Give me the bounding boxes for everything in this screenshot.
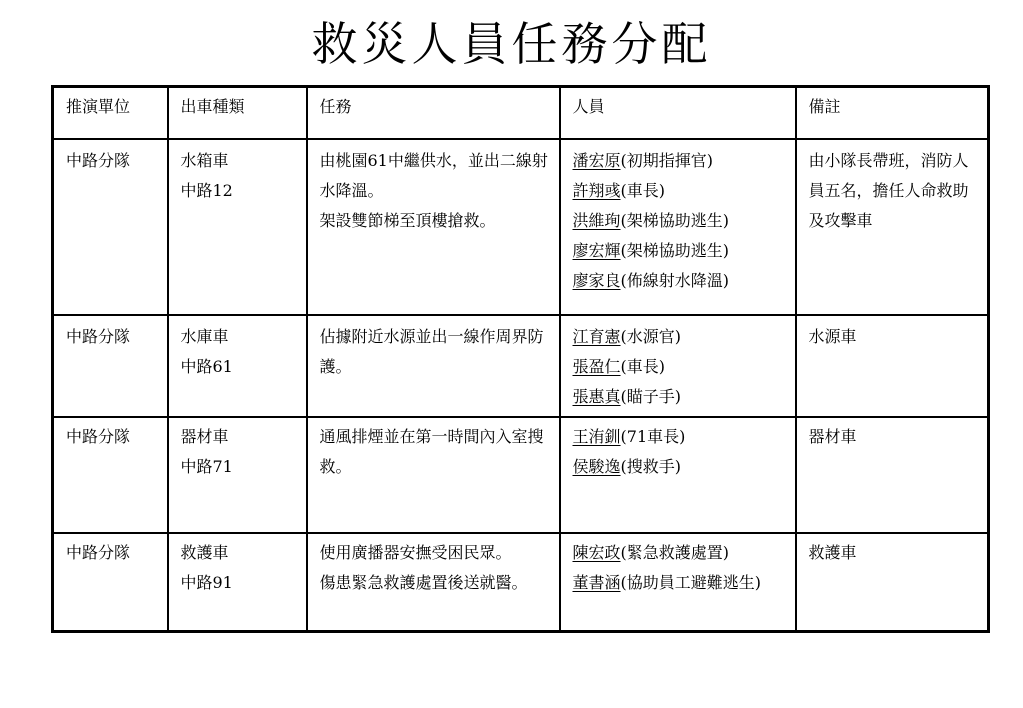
person-role: (架梯協助逃生) bbox=[620, 241, 730, 260]
page-title: 救災人員任務分配 bbox=[311, 17, 712, 71]
unit-cell: 中路分隊 bbox=[53, 139, 168, 315]
person-entry bbox=[573, 422, 785, 452]
vehicle-code: 中路91 bbox=[180, 573, 233, 592]
personnel-cell bbox=[560, 139, 796, 315]
unit-cell: 中路分隊 bbox=[53, 533, 168, 632]
person-role: (架梯協助逃生) bbox=[620, 211, 730, 230]
header-personnel: 人員 bbox=[560, 87, 796, 140]
person-name: 張盈仁 bbox=[572, 357, 621, 376]
table-header-row bbox=[53, 87, 989, 140]
table-row bbox=[53, 315, 989, 417]
person-entry bbox=[573, 382, 785, 412]
person-role: (水源官) bbox=[620, 327, 682, 346]
person-entry bbox=[573, 322, 785, 352]
vehicle-type: 水箱車 bbox=[180, 151, 229, 170]
vehicle-code: 中路12 bbox=[180, 181, 233, 200]
task-cell bbox=[307, 417, 560, 533]
person-name: 陳宏政 bbox=[572, 543, 621, 562]
task-line: 使用廣播器安撫受困民眾。 bbox=[319, 543, 512, 562]
person-name: 潘宏原 bbox=[572, 151, 621, 170]
task-cell bbox=[307, 139, 560, 315]
person-name: 董書涵 bbox=[572, 573, 621, 592]
remark-cell: 器材車 bbox=[796, 417, 989, 533]
task-cell bbox=[307, 533, 560, 632]
vehicle-type: 救護車 bbox=[180, 543, 229, 562]
personnel-cell bbox=[560, 533, 796, 632]
vehicle-type: 水庫車 bbox=[180, 327, 229, 346]
person-name: 許翔彧 bbox=[572, 181, 621, 200]
header-task: 任務 bbox=[307, 87, 560, 140]
person-role: (初期指揮官) bbox=[620, 151, 714, 170]
vehicle-code: 中路71 bbox=[180, 457, 233, 476]
header-unit: 推演單位 bbox=[53, 87, 168, 140]
vehicle-cell bbox=[168, 139, 307, 315]
person-name: 王洧釧 bbox=[572, 427, 621, 446]
person-name: 洪維珣 bbox=[572, 211, 621, 230]
vehicle-cell bbox=[168, 315, 307, 417]
person-entry bbox=[573, 236, 785, 266]
person-role: (搜救手) bbox=[620, 457, 682, 476]
remark-cell: 救護車 bbox=[796, 533, 989, 632]
unit-cell: 中路分隊 bbox=[53, 315, 168, 417]
task-cell bbox=[307, 315, 560, 417]
person-name: 張惠真 bbox=[572, 387, 621, 406]
header-vehicle-type: 出車種類 bbox=[168, 87, 307, 140]
person-entry bbox=[573, 146, 785, 176]
table-row bbox=[53, 139, 989, 315]
header-remark: 備註 bbox=[796, 87, 989, 140]
person-role: (瞄子手) bbox=[620, 387, 682, 406]
person-entry bbox=[573, 538, 785, 568]
vehicle-cell bbox=[168, 533, 307, 632]
task-line: 架設雙節梯至頂樓搶救。 bbox=[319, 211, 496, 230]
task-line: 通風排煙並在第一時間內入室搜救。 bbox=[319, 427, 544, 476]
person-entry bbox=[573, 352, 785, 382]
personnel-cell bbox=[560, 315, 796, 417]
person-role: (佈線射水降溫) bbox=[620, 271, 730, 290]
person-entry bbox=[573, 206, 785, 236]
person-role: (協助員工避難逃生) bbox=[620, 573, 762, 592]
remark-cell: 由小隊長帶班，消防人員五名，擔任人命救助及攻擊車 bbox=[796, 139, 989, 315]
table-row bbox=[53, 533, 989, 632]
remark-cell: 水源車 bbox=[796, 315, 989, 417]
person-entry bbox=[573, 568, 785, 598]
vehicle-cell bbox=[168, 417, 307, 533]
person-entry bbox=[573, 266, 785, 296]
assignment-table bbox=[51, 85, 990, 633]
personnel-cell bbox=[560, 417, 796, 533]
person-entry bbox=[573, 176, 785, 206]
person-entry bbox=[573, 452, 785, 482]
person-name: 廖家良 bbox=[572, 271, 621, 290]
table-row bbox=[53, 417, 989, 533]
person-role: (車長) bbox=[620, 181, 666, 200]
person-role: (緊急救護處置) bbox=[620, 543, 730, 562]
unit-cell: 中路分隊 bbox=[53, 417, 168, 533]
task-line: 由桃園61中繼供水，並出二線射水降溫。 bbox=[319, 151, 548, 200]
vehicle-code: 中路61 bbox=[180, 357, 233, 376]
person-name: 侯駿逸 bbox=[572, 457, 621, 476]
vehicle-type: 器材車 bbox=[180, 427, 229, 446]
person-name: 江育憲 bbox=[572, 327, 621, 346]
person-name: 廖宏輝 bbox=[572, 241, 621, 260]
task-line: 傷患緊急救護處置後送就醫。 bbox=[319, 573, 528, 592]
person-role: (71車長) bbox=[620, 427, 686, 446]
person-role: (車長) bbox=[620, 357, 666, 376]
task-line: 佔據附近水源並出一線作周界防護。 bbox=[319, 327, 544, 376]
